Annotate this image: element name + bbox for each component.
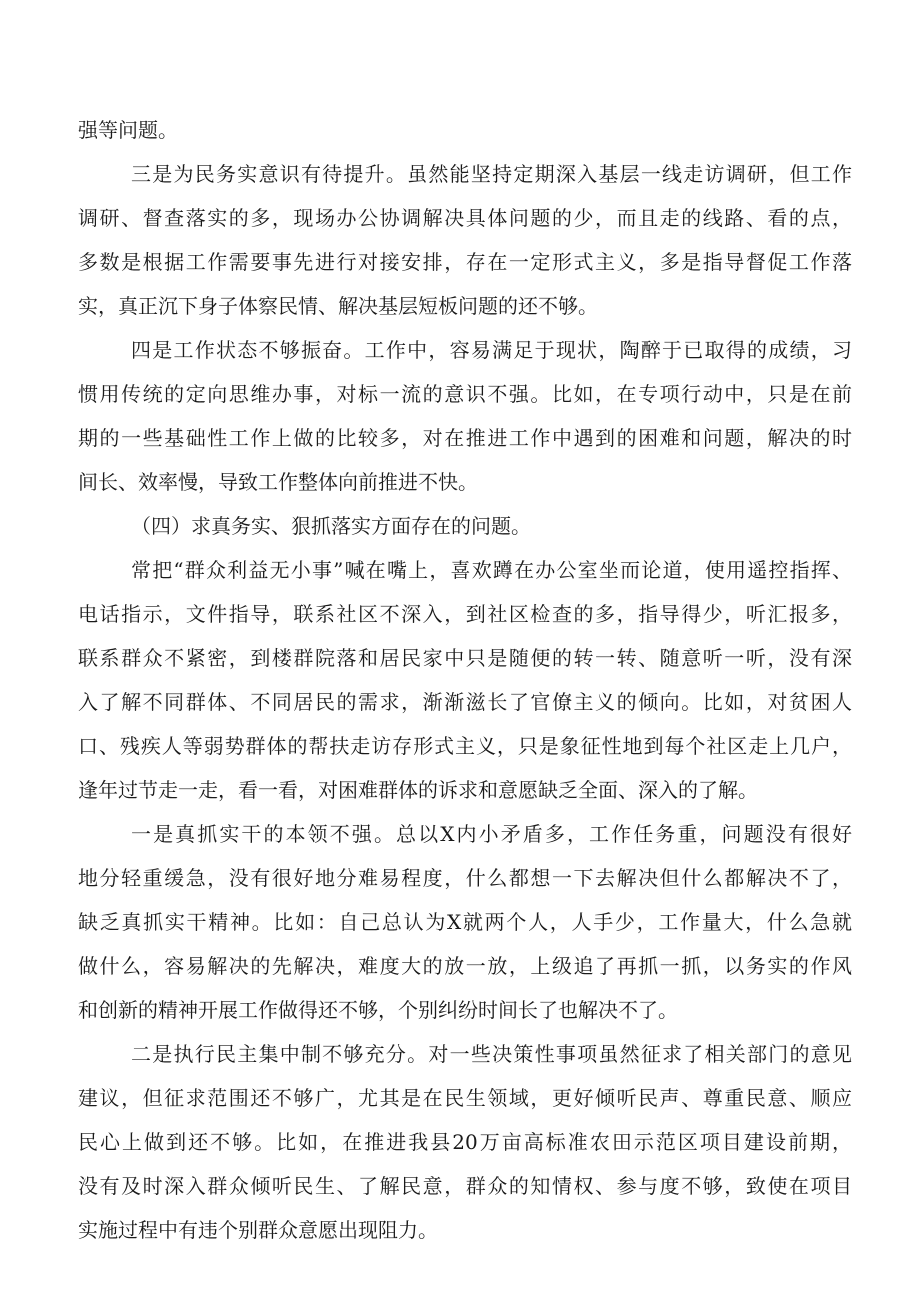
text-line: 没有及时深入群众倾听民生、了解民意，群众的知情权、参与度不够，致使在项目 (78, 1174, 852, 1198)
text-line: 民心上做到还不够。比如，在推进我县20万亩高标准农田示范区项目建设前期， (78, 1130, 852, 1154)
text-line: 二是执行民主集中制不够充分。对一些决策性事项虽然征求了相关部门的意见 (131, 1042, 852, 1066)
text-line: 四是工作状态不够振奋。工作中，容易满足于现状，陶醉于已取得的成绩，习 (131, 338, 852, 362)
text-line: 三是为民务实意识有待提升。虽然能坚持定期深入基层一线走访调研，但工作 (131, 162, 852, 186)
text-line: 入了解不同群体、不同居民的需求，渐渐滋长了官僚主义的倾向。比如，对贫困人 (78, 690, 852, 714)
text-line: 期的一些基础性工作上做的比较多，对在推进工作中遇到的困难和问题，解决的时 (78, 426, 852, 450)
text-line: 多数是根据工作需要事先进行对接安排，存在一定形式主义，多是指导督促工作落 (78, 250, 852, 274)
text-line: 逢年过节走一走，看一看，对困难群体的诉求和意愿缺乏全面、深入的了解。 (78, 778, 758, 802)
text-line: 常把“群众利益无小事”喊在嘴上，喜欢蹲在办公室坐而论道，使用遥控指挥、 (131, 558, 852, 582)
text-line: 实施过程中有违个别群众意愿出现阻力。 (78, 1218, 438, 1242)
text-line: 间长、效率慢，导致工作整体向前推进不快。 (78, 470, 478, 494)
text-line: 强等问题。 (78, 118, 178, 142)
text-line: 电话指示，文件指导，联系社区不深入，到社区检查的多，指导得少，听汇报多， (78, 602, 852, 626)
text-line: 和创新的精神开展工作做得还不够，个别纠纷时间长了也解决不了。 (78, 998, 678, 1022)
text-line: 建议，但征求范围还不够广，尤其是在民生领域，更好倾听民声、尊重民意、顺应 (78, 1086, 852, 1110)
text-line: 缺乏真抓实干精神。比如：自己总认为X就两个人，人手少，工作量大，什么急就 (78, 910, 852, 934)
section-heading: （四）求真务实、狠抓落实方面存在的问题。 (131, 514, 531, 538)
text-line: 地分轻重缓急，没有很好地分难易程度，什么都想一下去解决但什么都解决不了， (78, 866, 852, 890)
text-line: 惯用传统的定向思维办事，对标一流的意识不强。比如，在专项行动中，只是在前 (78, 382, 852, 406)
text-line: 调研、督查落实的多，现场办公协调解决具体问题的少，而且走的线路、看的点， (78, 206, 852, 230)
text-line: 口、残疾人等弱势群体的帮扶走访存形式主义，只是象征性地到每个社区走上几户， (78, 734, 852, 758)
text-line: 联系群众不紧密，到楼群院落和居民家中只是随便的转一转、随意听一听，没有深 (78, 646, 852, 670)
text-line: 实，真正沉下身子体察民情、解决基层短板问题的还不够。 (78, 294, 598, 318)
text-line: 做什么，容易解决的先解决，难度大的放一放，上级追了再抓一抓，以务实的作风 (78, 954, 852, 978)
text-line: 一是真抓实干的本领不强。总以X内小矛盾多，工作任务重，问题没有很好 (131, 822, 852, 846)
